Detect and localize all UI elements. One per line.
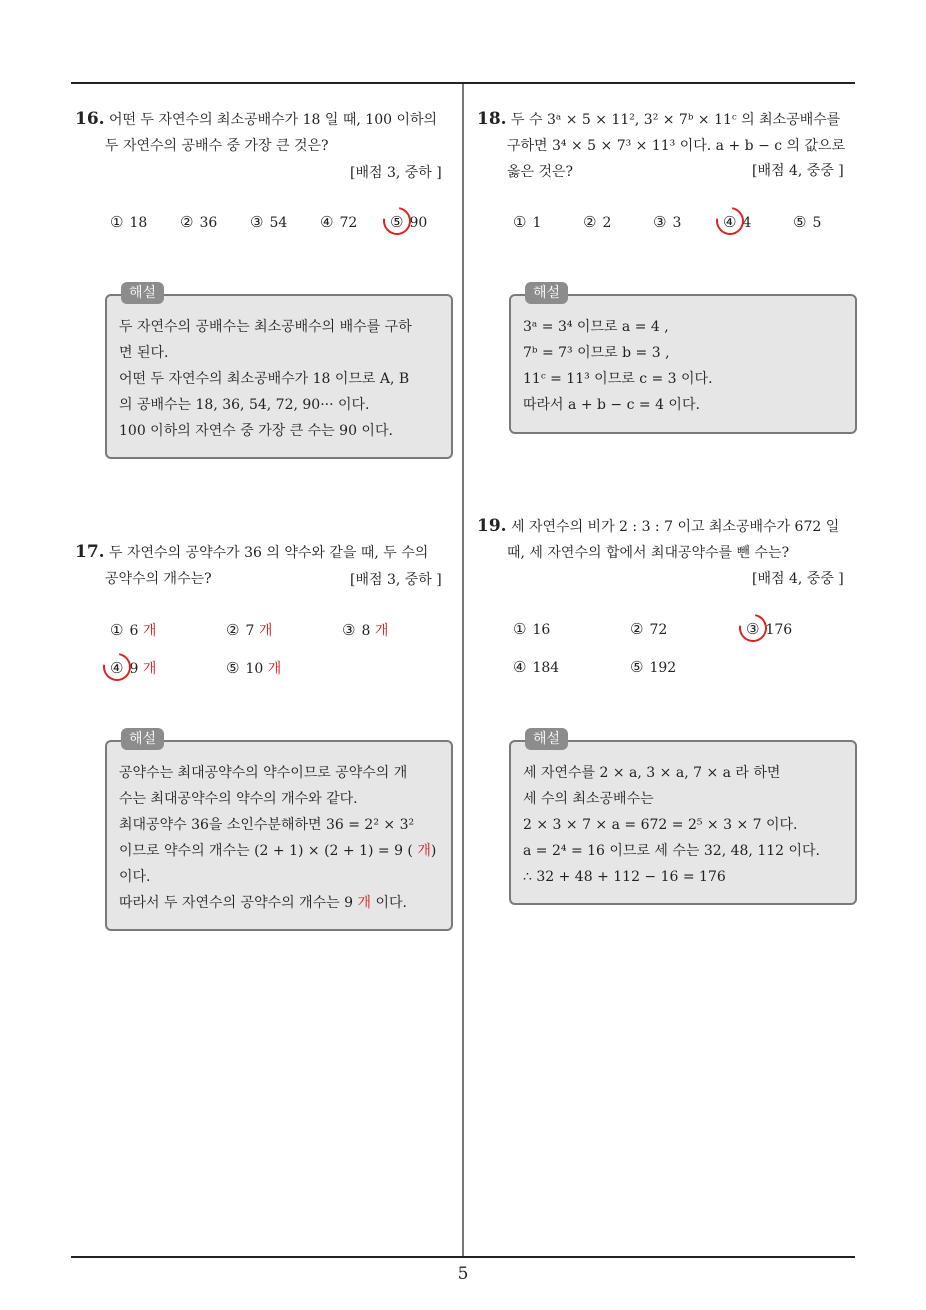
solution-line: 세 자연수를 2 × a, 3 × a, 7 × a 라 하면 [523, 765, 781, 781]
solution-line: 2 × 3 × 7 × a = 672 = 2⁵ × 3 × 7 이다. [523, 817, 798, 833]
solution-line: a = 2⁴ = 16 이므로 세 수는 32, 48, 112 이다. [523, 843, 820, 859]
solution-box-19 [509, 731, 857, 905]
choice-1[interactable]: ① 6 개 [110, 621, 157, 639]
score-label: [배점 4, 중중 ] [752, 571, 844, 587]
column-divider [462, 84, 464, 1258]
choice-5[interactable]: ⑤ 10 개 [226, 659, 282, 677]
choice-3-answer[interactable]: ③ 176 [746, 620, 792, 638]
question-19 [477, 513, 839, 566]
choice-4[interactable]: ④ 72 [320, 213, 358, 231]
question-16 [75, 106, 437, 159]
solution-box-16 [105, 285, 453, 459]
choice-1[interactable]: ① 1 [513, 213, 542, 231]
solution-tag: 해설 [525, 728, 568, 750]
solution-line: 3ᵃ = 3⁴ 이므로 a = 4 , [523, 319, 669, 335]
solution-tag: 해설 [121, 728, 164, 750]
choice-2[interactable]: ② 36 [180, 213, 218, 231]
solution-line: 따라서 a + b − c = 4 이다. [523, 397, 700, 413]
question-number: 16. [75, 109, 105, 129]
solution-line: 면 된다. [119, 345, 169, 361]
score-label: [배점 3, 중하 ] [350, 572, 442, 588]
solution-line: 이다. [119, 869, 151, 885]
choice-3[interactable]: ③ 8 개 [342, 621, 389, 639]
choice-2[interactable]: ② 7 개 [226, 621, 273, 639]
question-text: 때, 세 자연수의 합에서 최대공약수를 뺀 수는? [507, 545, 790, 561]
answer-circle-icon [378, 202, 417, 241]
solution-line: 11ᶜ = 11³ 이므로 c = 3 이다. [523, 371, 713, 387]
solution-line: 어떤 두 자연수의 최소공배수가 18 이므로 A, B [119, 371, 410, 387]
answer-circle-icon [98, 648, 137, 687]
choice-5-answer[interactable]: ⑤ 90 [390, 213, 427, 231]
answer-circle-icon [734, 609, 773, 648]
choice-3[interactable]: ③ 3 [653, 213, 682, 231]
solution-box-18 [509, 285, 857, 434]
answer-circle-icon [711, 202, 750, 241]
question-text: 두 자연수의 공약수가 36 의 약수와 같을 때, 두 수의 [109, 545, 429, 561]
choice-2[interactable]: ② 72 [630, 620, 668, 638]
solution-box-17 [105, 731, 453, 931]
solution-line: 수는 최대공약수의 약수의 개수와 같다. [119, 791, 358, 807]
score-label: [배점 4, 중중 ] [752, 163, 844, 179]
choice-3[interactable]: ③ 54 [250, 213, 288, 231]
choice-5[interactable]: ⑤ 5 [793, 213, 822, 231]
question-number: 17. [75, 542, 105, 562]
solution-line: ∴ 32 + 48 + 112 − 16 = 176 [523, 869, 726, 885]
solution-tag: 해설 [121, 282, 164, 304]
question-text: 어떤 두 자연수의 최소공배수가 18 일 때, 100 이하의 [109, 112, 438, 128]
solution-tag: 해설 [525, 282, 568, 304]
solution-line: 의 공배수는 18, 36, 54, 72, 90··· 이다. [119, 397, 370, 413]
solution-line: 공약수는 최대공약수의 약수이므로 공약수의 개 [119, 765, 408, 781]
question-text: 세 자연수의 비가 2 : 3 : 7 이고 최소공배수가 672 일 [511, 519, 840, 535]
solution-line: 세 수의 최소공배수는 [523, 791, 654, 807]
page-number: 5 [457, 1264, 469, 1284]
choice-4-answer[interactable]: ④ 4 [723, 213, 751, 231]
solution-line: 100 이하의 자연수 중 가장 큰 수는 90 이다. [119, 423, 393, 439]
question-text: 옳은 것은? [507, 164, 574, 180]
solution-line: 두 자연수의 공배수는 최소공배수의 배수를 구하 [119, 319, 412, 335]
choice-4-answer[interactable]: ④ 9 개 [110, 658, 156, 678]
choice-2[interactable]: ② 2 [583, 213, 612, 231]
choice-1[interactable]: ① 18 [110, 213, 148, 231]
score-label: [배점 3, 중하 ] [350, 165, 442, 181]
solution-line: 7ᵇ = 7³ 이므로 b = 3 , [523, 345, 670, 361]
solution-line: 이므로 약수의 개수는 (2 + 1) × (2 + 1) = 9 ( 개) [119, 843, 437, 859]
question-text: 두 자연수의 공배수 중 가장 큰 것은? [105, 138, 329, 154]
choice-1[interactable]: ① 16 [513, 620, 551, 638]
question-number: 18. [477, 109, 507, 129]
question-text: 공약수의 개수는? [105, 571, 212, 587]
solution-line: 따라서 두 자연수의 공약수의 개수는 9 개 이다. [119, 895, 407, 911]
choice-5[interactable]: ⑤ 192 [630, 658, 677, 676]
question-text: 두 수 3ᵃ × 5 × 11², 3² × 7ᵇ × 11ᶜ 의 최소공배수를 [511, 112, 841, 128]
question-number: 19. [477, 516, 507, 536]
choice-4[interactable]: ④ 184 [513, 658, 560, 676]
solution-line: 최대공약수 36을 소인수분해하면 36 = 2² × 3² [119, 817, 415, 833]
footer-rule [71, 1256, 855, 1258]
question-text: 구하면 3⁴ × 5 × 7³ × 11³ 이다. a + b − c 의 값으로 [507, 138, 846, 154]
